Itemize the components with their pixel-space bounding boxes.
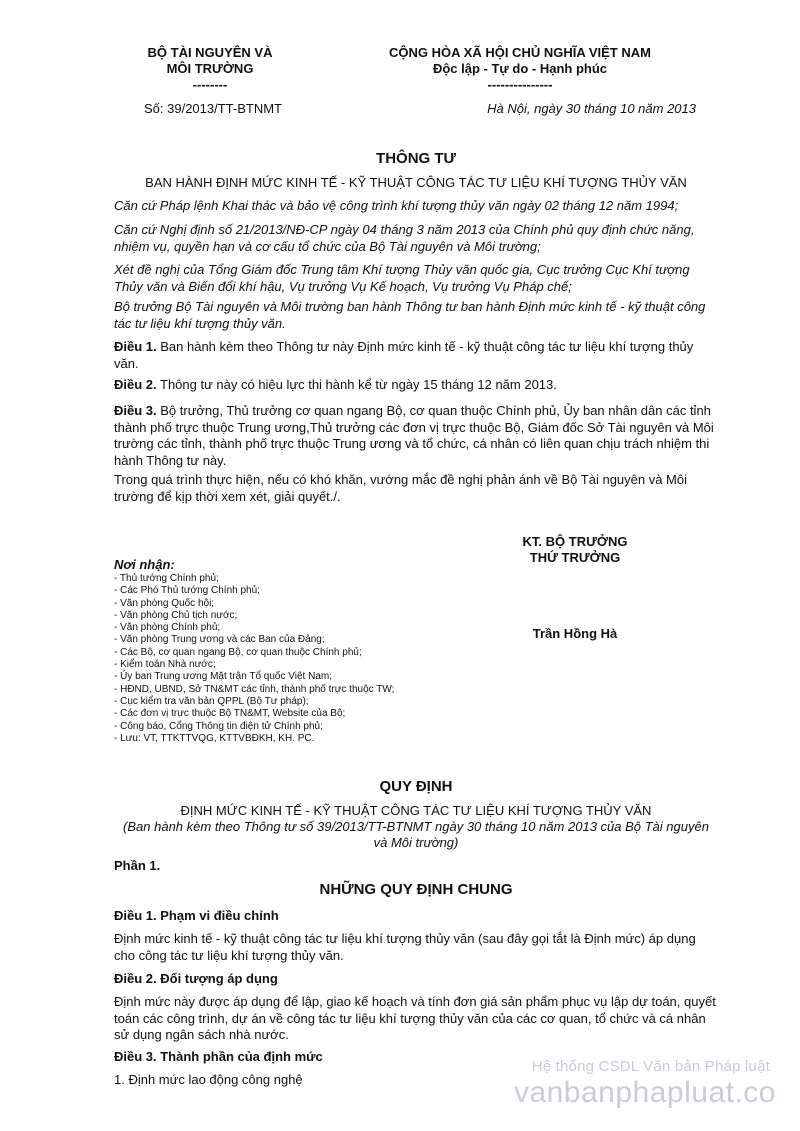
part-title: NHỮNG QUY ĐỊNH CHUNG [319,881,513,898]
org-line-2: MÔI TRƯỜNG [166,61,254,76]
recipients-block [114,557,474,745]
article-2-text: Thông tư này có hiệu lực thi hành kể từ ngày 15 tháng 12 năm 2013. [156,377,557,392]
regulation-note [100,819,732,851]
list-item: - Văn phòng Chính phủ; [114,622,221,634]
list-item: - Văn phòng Quốc hội; [114,597,215,609]
watermark-site[interactable]: vanbanphapluat.co [513,1076,776,1109]
signature-line-2: THỨ TRƯỞNG [529,550,621,565]
part-label: Phần 1. [114,858,161,873]
article-1 [114,339,718,372]
document-title: THÔNG TƯ [376,150,456,167]
list-item: - Lưu: VT, TTKTTVQG, KTTVBĐKH, KH. PC. [114,732,315,744]
regulation-note-line-2: và Môi trường) [373,835,459,850]
national-motto [360,45,680,93]
article-3 [114,403,718,469]
list-item: - Các Bộ, cơ quan ngang Bộ, cơ quan thuộc Chính phủ; [114,646,362,658]
signature-line-1: KT. BỘ TRƯỞNG [522,534,628,549]
article-3-label: Điều 3. [114,403,157,418]
issuing-agency [120,45,300,93]
nation-separator: --------------- [487,77,553,92]
list-item: - Văn phòng Trung ương và các Ban của Đảng; [114,634,325,646]
list-item: - Thủ tướng Chính phủ; [114,573,219,584]
place-date: Hà Nội, ngày 30 tháng 10 năm 2013 [487,101,696,116]
article-subjects-title: Điều 2. Đối tượng áp dụng [114,971,278,986]
list-item: - Các đơn vị trực thuộc Bộ TN&MT, Website của Bộ; [114,708,346,720]
list-item: - Công báo, Cổng Thông tin điện tử Chính phủ; [114,720,323,732]
article-3-text: Bộ trưởng, Thủ trưởng cơ quan ngang Bộ, cơ quan thuộc Chính phủ, Ủy ban nhân dân các tỉnh thành phố trực thuộc Trung ương,Thủ trưởng các đơn vị trực thuộc Bộ, Giám đốc Sở Tài nguyên và Môi trường các tỉnh, thành phố trực thuộc Trung ương và tổ chức, cá nhân có liên quan chịu trách nhiệm thi hành Thông tư này. [114,403,714,468]
nation-line-1: CỘNG HÒA XÃ HỘI CHỦ NGHĨA VIỆT NAM [389,45,651,60]
org-separator: -------- [192,77,228,92]
watermark-caption: Hệ thống CSDL Văn bản Pháp luật [531,1058,770,1075]
recipients-list [114,573,474,745]
article-2 [114,377,718,394]
article-components-title: Điều 3. Thành phần của định mức [114,1049,323,1064]
org-line-1: BỘ TÀI NGUYÊN VÀ [147,45,273,60]
legal-basis-2: Căn cứ Nghị định số 21/2013/NĐ-CP ngày 04 tháng 3 năm 2013 của Chính phủ quy định chức năng, nhiệm vụ, quyền hạn và cơ cấu tổ chức của Bộ Tài nguyên và Môi trường; [114,222,695,254]
article-subjects-text: Định mức này được áp dụng để lập, giao kế hoạch và tính đơn giá sản phẩm phục vụ lập dự toán, quyết toán các công trình, dự án về công tác tư liệu khí tượng thủy văn của các cơ quan, tổ chức và cá nhân sử dụng ngân sách nhà nước. [114,994,716,1042]
item-labor-norm: 1. Định mức lao động công nghệ [114,1072,303,1087]
signature-block [480,534,670,566]
list-item: - Kiểm toán Nhà nước; [114,659,216,671]
list-item: - Văn phòng Chủ tịch nước; [114,609,238,621]
list-item: - Ủy ban Trung ương Mặt trận Tổ quốc Việt Nam; [114,671,332,683]
list-item: - Cục kiểm tra văn bản QPPL (Bộ Tư pháp); [114,695,309,707]
article-scope-title: Điều 1. Phạm vi điều chỉnh [114,908,279,923]
nation-line-2: Độc lập - Tự do - Hạnh phúc [432,61,608,76]
list-item: - HĐND, UBND, Sở TN&MT các tỉnh, thành phố trực thuộc TW; [114,683,395,695]
article-1-label: Điều 1. [114,339,157,354]
closing-paragraph: Trong quá trình thực hiện, nếu có khó khăn, vướng mắc đề nghị phản ánh về Bộ Tài nguyên và Môi trường để kịp thời xem xét, giải quyết./. [114,472,688,504]
regulation-title: QUY ĐỊNH [379,778,453,795]
recipients-heading: Nơi nhận: [114,557,175,572]
legal-basis-4: Bộ trưởng Bộ Tài nguyên và Môi trường ban hành Thông tư ban hành Định mức kinh tế - kỹ thuật công tác tư liệu khí tượng thủy văn. [114,299,706,331]
document-subtitle: BAN HÀNH ĐỊNH MỨC KINH TẾ - KỸ THUẬT CÔNG TÁC TƯ LIỆU KHÍ TƯỢNG THỦY VĂN [145,175,687,190]
signer-name: Trần Hồng Hà [532,626,618,641]
legal-basis-3: Xét đề nghị của Tổng Giám đốc Trung tâm Khí tượng Thủy văn quốc gia, Cục trưởng Cục Khí tượng Thủy văn và Biến đổi khí hậu, Vụ trưởng Vụ Kế hoạch, Vụ trưởng Vụ Pháp chế; [114,262,690,294]
article-scope-text: Định mức kinh tế - kỹ thuật công tác tư liệu khí tượng thủy văn (sau đây gọi tắt là Định mức) áp dụng cho công tác tư liệu khí tượng thủy văn. [114,931,696,963]
regulation-note-line-1: (Ban hành kèm theo Thông tư số 39/2013/TT-BTNMT ngày 30 tháng 10 năm 2013 của Bộ Tài nguyên [123,819,709,834]
legal-basis-1: Căn cứ Pháp lệnh Khai thác và bảo vệ công trình khí tượng thủy văn ngày 02 tháng 12 năm 1994; [114,198,679,213]
article-2-label: Điều 2. [114,377,157,392]
list-item: - Các Phó Thủ tướng Chính phủ; [114,585,260,597]
regulation-subtitle: ĐỊNH MỨC KINH TẾ - KỸ THUẬT CÔNG TÁC TƯ LIỆU KHÍ TƯỢNG THỦY VĂN [180,803,652,818]
document-number: Số: 39/2013/TT-BTNMT [144,101,282,116]
article-1-text: Ban hành kèm theo Thông tư này Định mức kinh tế - kỹ thuật công tác tư liệu khí tượng thủy văn. [114,339,694,371]
